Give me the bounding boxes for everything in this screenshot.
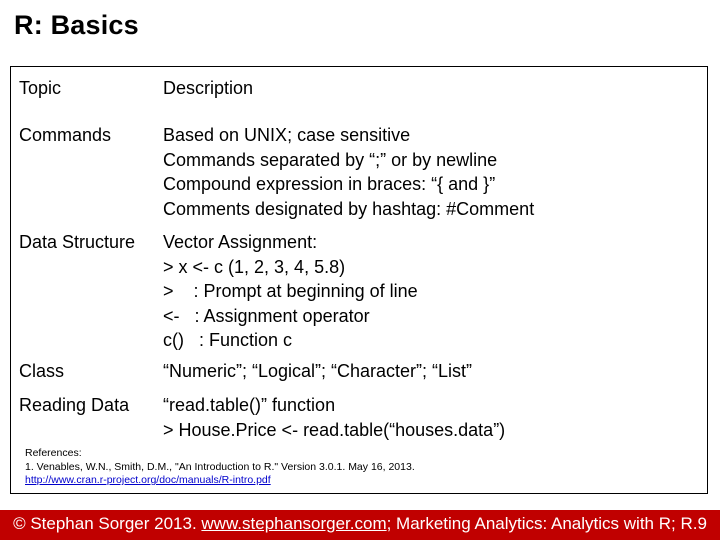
description-line: Compound expression in braces: “{ and }” <box>163 174 496 194</box>
footer-course-info: ; Marketing Analytics: Analytics with R; R.9 <box>386 514 707 533</box>
description-line: “read.table()” function <box>163 395 336 415</box>
footer-copyright: © Stephan Sorger 2013. <box>13 514 202 533</box>
description-column-header: Description <box>163 78 254 98</box>
description-cell <box>163 230 418 353</box>
topic-description-table <box>10 66 708 494</box>
description-line: > House.Price <- read.table(“houses.data”) <box>163 419 506 440</box>
topic-cell: Commands <box>19 125 112 145</box>
description-cell <box>163 393 505 442</box>
description-line: Based on UNIX; case sensitive <box>163 125 411 145</box>
description-line: > : Prompt at beginning of line <box>163 281 418 301</box>
topic-cell: Reading Data <box>19 395 130 415</box>
footer-text <box>0 514 720 534</box>
footer-bar <box>0 510 720 540</box>
description-line: Vector Assignment: <box>163 232 318 252</box>
references-citation: 1. Venables, W.N., Smith, D.M., "An Introduction to R." Version 3.0.1. May 16, 2013. <box>25 460 415 473</box>
topic-column-header: Topic <box>19 78 62 98</box>
description-line: Comments designated by hashtag: #Comment <box>163 198 535 219</box>
description-line: <- : Assignment operator <box>163 305 370 326</box>
description-line: “Numeric”; “Logical”; “Character”; “List” <box>163 361 473 381</box>
topic-cell: Class <box>19 361 65 381</box>
description-line: > x <- c (1, 2, 3, 4, 5.8) <box>163 256 346 277</box>
footer-website-link[interactable]: www.stephansorger.com <box>201 514 387 533</box>
references-url-link[interactable]: http://www.cran.r-project.org/doc/manuals/R-intro.pdf <box>25 474 271 486</box>
description-cell <box>163 359 472 384</box>
topic-cell: Data Structure <box>19 232 136 252</box>
description-line: c() : Function c <box>163 330 293 350</box>
references-block <box>25 447 415 488</box>
references-heading: References: <box>25 447 82 459</box>
description-cell <box>163 123 534 221</box>
description-line: Commands separated by “;” or by newline <box>163 149 498 170</box>
slide-title: R: Basics <box>14 10 139 40</box>
